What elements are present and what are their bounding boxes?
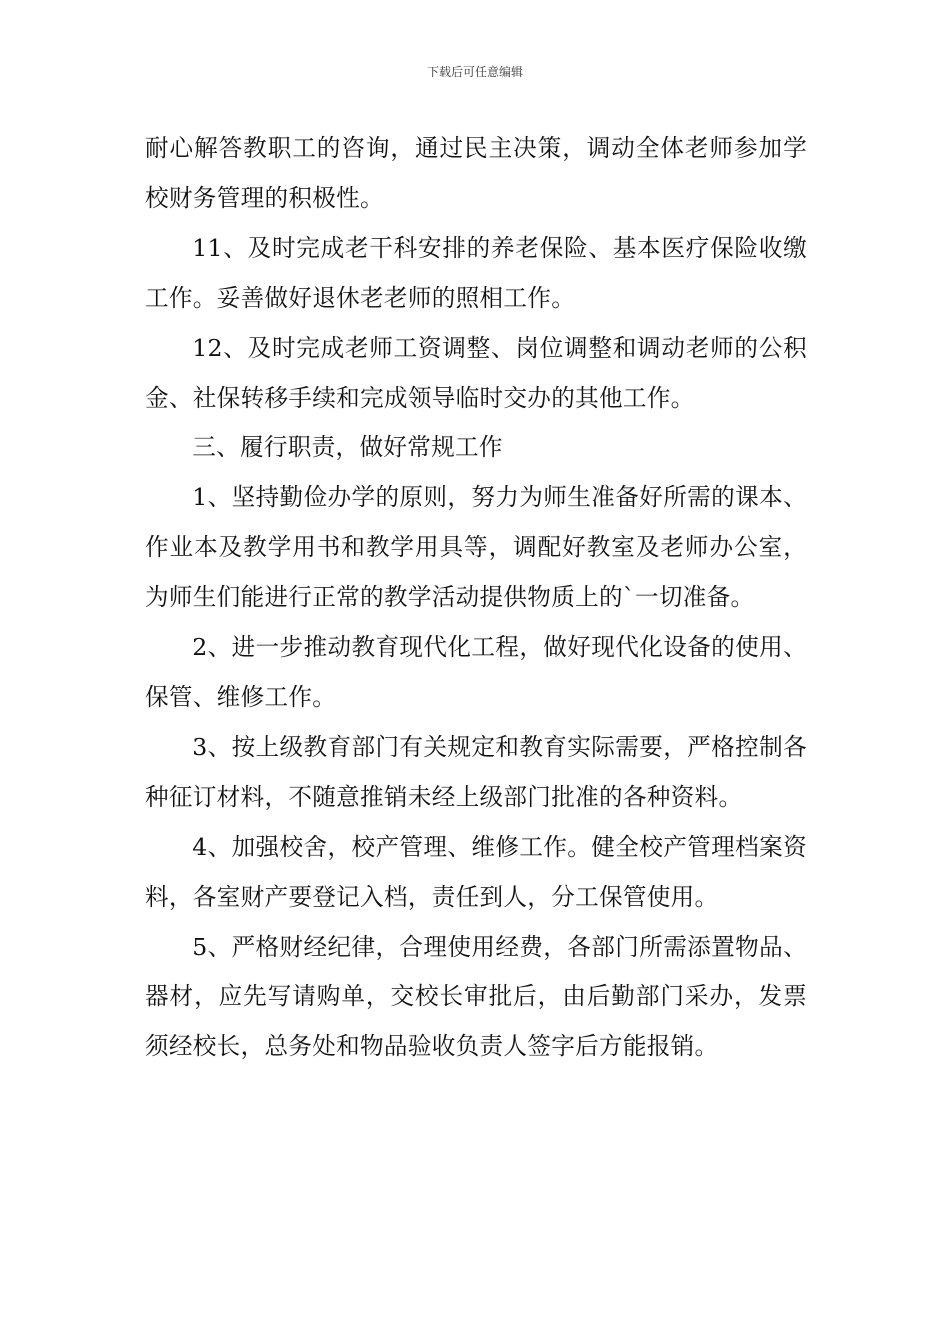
paragraph-item-5: 5、严格财经纪律，合理使用经费，各部门所需添置物品、器材，应先写请购单，交校长审批后，由后勤部门采办，发票须经校长，总务处和物品验收负责人签字后方能报销。	[145, 932, 807, 1061]
section-heading: 三、履行职责，做好常规工作	[192, 433, 503, 462]
paragraph-item-1: 1、坚持勤俭办学的原则，努力为师生准备好所需的课本、作业本及教学用书和教学用具等，调配好教室及老师办公室，为师生们能进行正常的教学活动提供物质上的`一切准备。	[145, 483, 807, 612]
document-body	[145, 124, 807, 1072]
paragraph-item-2: 2、进一步推动教育现代化工程，做好现代化设备的使用、保管、维修工作。	[145, 633, 807, 711]
paragraph-item-12: 12、及时完成老师工资调整、岗位调整和调动老师的公积金、社保转移手续和完成领导临时交办的其他工作。	[145, 333, 807, 412]
paragraph-item-11: 11、及时完成老干科安排的养老保险、基本医疗保险收缴工作。妥善做好退休老老师的照相工作。	[145, 233, 807, 312]
header-note: 下载后可任意编辑	[426, 65, 523, 79]
paragraph-item-3: 3、按上级教育部门有关规定和教育实际需要，严格控制各种征订材料，不随意推销未经上级部门批准的各种资料。	[145, 732, 807, 811]
paragraph-item-4: 4、加强校舍，校产管理、维修工作。健全校产管理档案资料，各室财产要登记入档，责任到人，分工保管使用。	[145, 832, 807, 911]
paragraph-continuation: 耐心解答教职工的咨询，通过民主决策，调动全体老师参加学校财务管理的积极性。	[145, 134, 807, 212]
